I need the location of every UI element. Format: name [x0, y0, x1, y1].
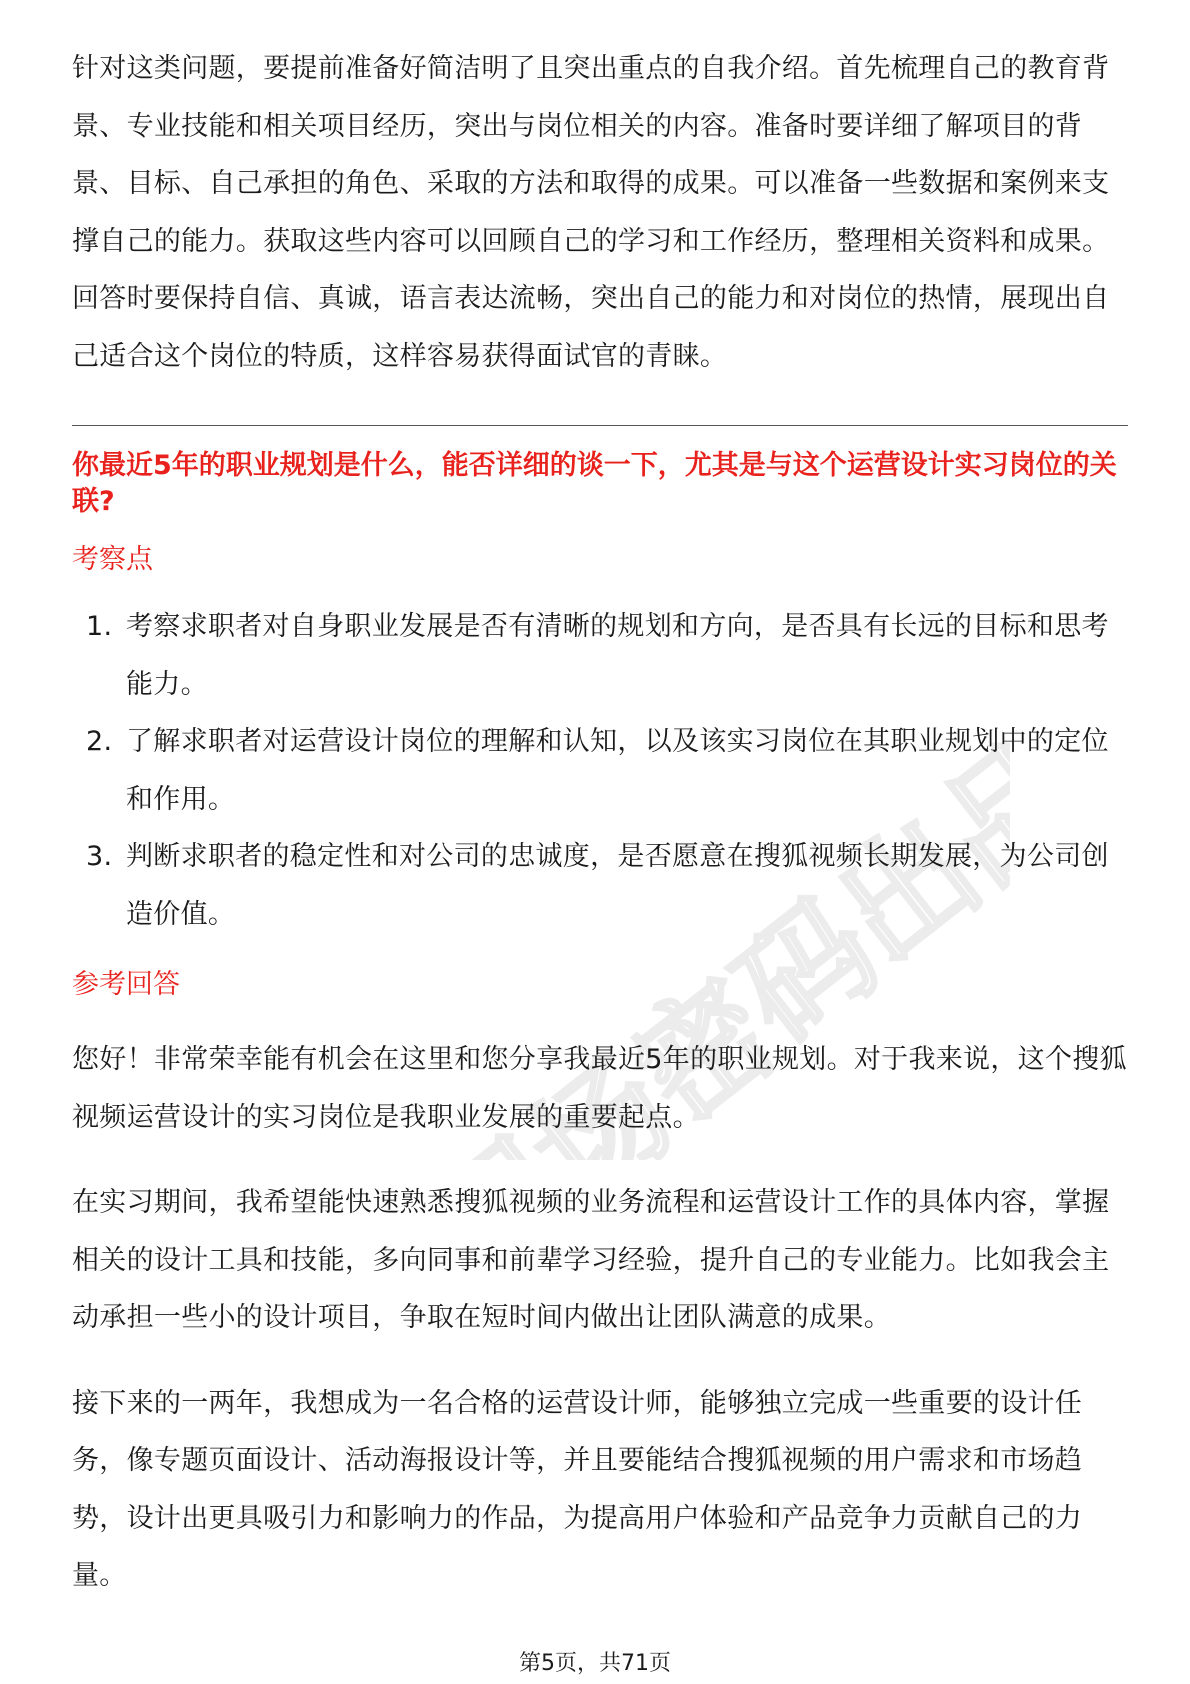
answer-paragraph: 接下来的一两年，我想成为一名合格的运营设计师，能够独立完成一些重要的设计任务，像专题页面设计、活动海报设计等，并且要能结合搜狐视频的用户需求和市场趋势，设计出更具吸引力和影响力的作品，为提高用户体验和产品竞争力贡献自己的力量。 — [72, 1387, 1083, 1591]
answer-title: 参考回答 — [72, 969, 180, 1000]
list-item-text: 考察求职者对自身职业发展是否有清晰的规划和方向，是否具有长远的目标和思考能力。 — [126, 611, 1109, 700]
list-number: 1. — [86, 611, 113, 642]
list-number: 2. — [86, 726, 113, 757]
question-heading: 你最近5年的职业规划是什么，能否详细的谈一下，尤其是与这个运营设计实习岗位的关联? — [72, 450, 1117, 517]
answer-paragraph: 在实习期间，我希望能快速熟悉搜狐视频的业务流程和运营设计工作的具体内容，掌握相关的设计工具和技能，多向同事和前辈学习经验，提升自己的专业能力。比如我会主动承担一些小的设计项目，争取在短时间内做出让团队满意的成果。 — [72, 1187, 1110, 1333]
list-number: 3. — [86, 841, 113, 872]
list-item — [72, 713, 1128, 828]
answer-paragraph: 您好！非常荣幸能有机会在这里和您分享我最近5年的职业规划。对于我来说，这个搜狐视频运营设计的实习岗位是我职业发展的重要起点。 — [72, 1044, 1127, 1133]
section-divider — [72, 425, 1128, 426]
list-item-text: 判断求职者的稳定性和对公司的忠诚度，是否愿意在搜狐视频长期发展，为公司创造价值。 — [126, 841, 1109, 930]
intro-paragraph: 针对这类问题，要提前准备好简洁明了且突出重点的自我介绍。首先梳理自己的教育背景、专业技能和相关项目经历，突出与岗位相关的内容。准备时要详细了解项目的背景、目标、自己承担的角色、采取的方法和取得的成果。可以准备一些数据和案例来支撑自己的能力。获取这些内容可以回顾自己的学习和工作经历，整理相关资料和成果。回答时要保持自信、真诚，语言表达流畅，突出自己的能力和对岗位的热情，展现出自己适合这个岗位的特质，这样容易获得面试官的青睐。 — [72, 53, 1110, 372]
list-item — [72, 598, 1128, 713]
list-item — [72, 828, 1128, 943]
watermark-text: 职场密码出品 — [401, 711, 1010, 1160]
assessment-title: 考察点 — [72, 544, 153, 575]
list-item-text: 了解求职者对运营设计岗位的理解和认知，以及该实习岗位在其职业规划中的定位和作用。 — [126, 726, 1109, 815]
page-footer: 第5页，共71页 — [519, 1651, 671, 1676]
document-page — [72, 40, 1128, 1605]
assessment-list — [72, 598, 1128, 943]
